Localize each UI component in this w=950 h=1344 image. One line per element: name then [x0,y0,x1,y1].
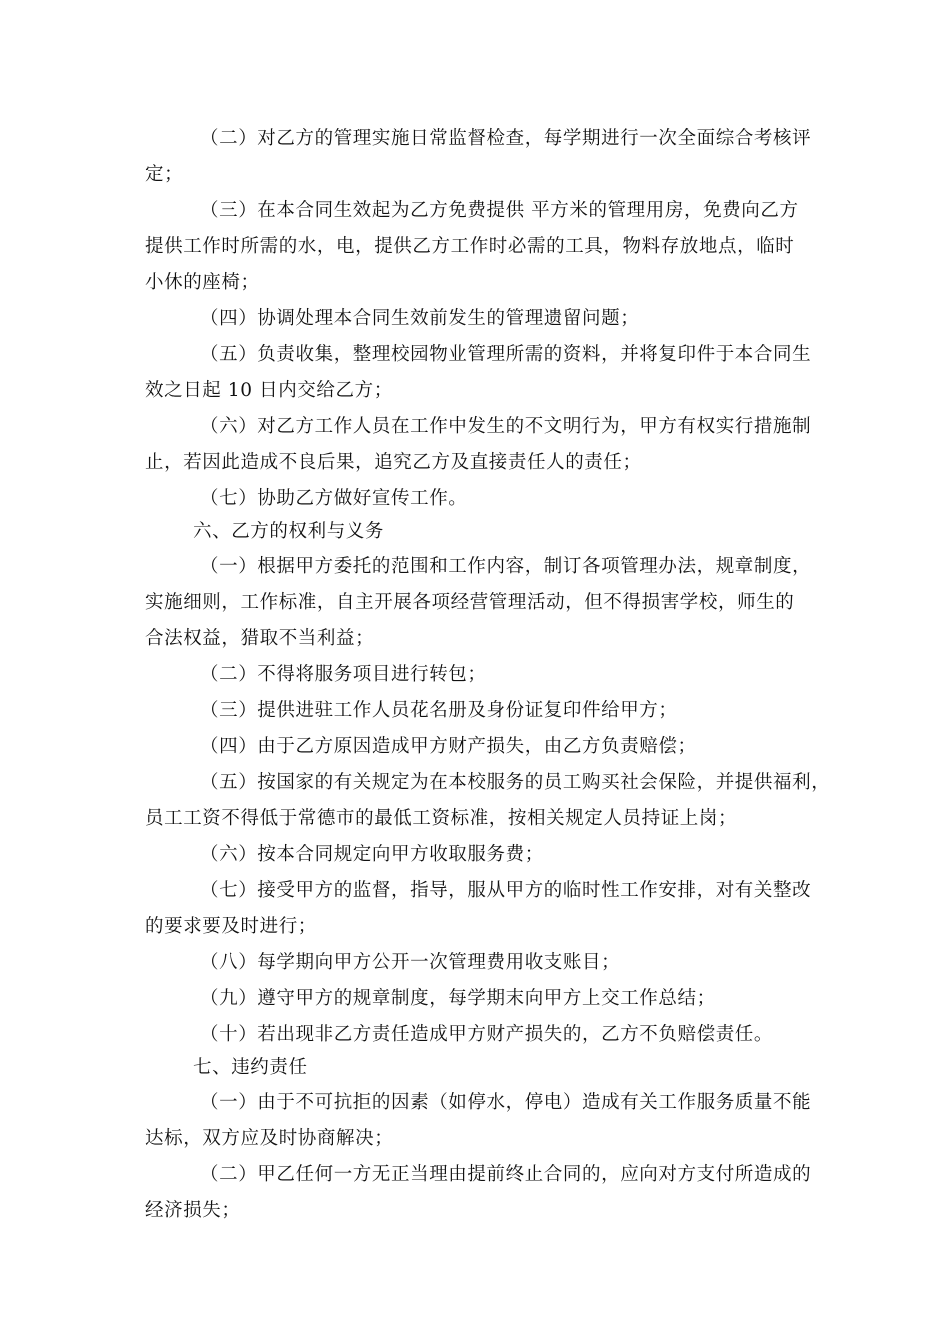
paragraph-line: （五）按国家的有关规定为在本校服务的员工购买社会保险，并提供福利， [200,772,831,793]
paragraph-line: （五）负责收集，整理校园物业管理所需的资料，并将复印件于本合同生 [200,344,812,365]
paragraph-line: （七）接受甲方的监督，指导，服从甲方的临时性工作安排，对有关整改 [200,880,812,901]
paragraph-line: 的要求要及时进行； [145,916,317,937]
paragraph-line: 提供工作时所需的水，电，提供乙方工作时必需的工具，物料存放地点，临时 [145,236,795,257]
paragraph-line: （二）对乙方的管理实施日常监督检查，每学期进行一次全面综合考核评 [200,128,812,149]
paragraph-line: 员工工资不得低于常德市的最低工资标准，按相关规定人员持证上岗； [145,808,738,829]
paragraph-line: （三）提供进驻工作人员花名册及身份证复印件给甲方； [200,700,678,721]
paragraph-line: （六）对乙方工作人员在工作中发生的不文明行为，甲方有权实行措施制 [200,416,812,437]
paragraph-line: （一）根据甲方委托的范围和工作内容，制订各项管理办法，规章制度， [200,556,812,577]
paragraph-line: 小休的座椅； [145,272,260,293]
paragraph-line: （七）协助乙方做好宣传工作。 [200,488,468,509]
paragraph-line: （四）由于乙方原因造成甲方财产损失，由乙方负责赔偿； [200,736,697,757]
paragraph-line: 效之日起 10 日内交给乙方； [145,380,393,401]
paragraph-line: 经济损失； [145,1200,241,1221]
paragraph-line: （十）若出现非乙方责任造成甲方财产损失的，乙方不负赔偿责任。 [200,1024,774,1045]
paragraph-line: 达标，双方应及时协商解决； [145,1128,394,1149]
section-heading: 七、违约责任 [193,1057,308,1078]
paragraph-line: （八）每学期向甲方公开一次管理费用收支账目； [200,952,621,973]
section-heading: 六、乙方的权利与义务 [193,521,385,542]
paragraph-line: 止，若因此造成不良后果，追究乙方及直接责任人的责任； [145,452,642,473]
paragraph-line: 定； [145,164,184,185]
paragraph-line: （一）由于不可抗拒的因素（如停水，停电）造成有关工作服务质量不能 [200,1092,812,1113]
paragraph-line: （九）遵守甲方的规章制度，每学期末向甲方上交工作总结； [200,988,716,1009]
paragraph-line: （四）协调处理本合同生效前发生的管理遗留问题； [200,308,640,329]
paragraph-line: （三）在本合同生效起为乙方免费提供 平方米的管理用房，免费向乙方 [200,200,799,221]
paragraph-line: （六）按本合同规定向甲方收取服务费； [200,844,544,865]
paragraph-line: （二）不得将服务项目进行转包； [200,664,487,685]
paragraph-line: （二）甲乙任何一方无正当理由提前终止合同的，应向对方支付所造成的 [200,1164,812,1185]
paragraph-line: 合法权益，猎取不当利益； [145,628,375,649]
paragraph-line: 实施细则，工作标准，自主开展各项经营管理活动，但不得损害学校，师生的 [145,592,795,613]
